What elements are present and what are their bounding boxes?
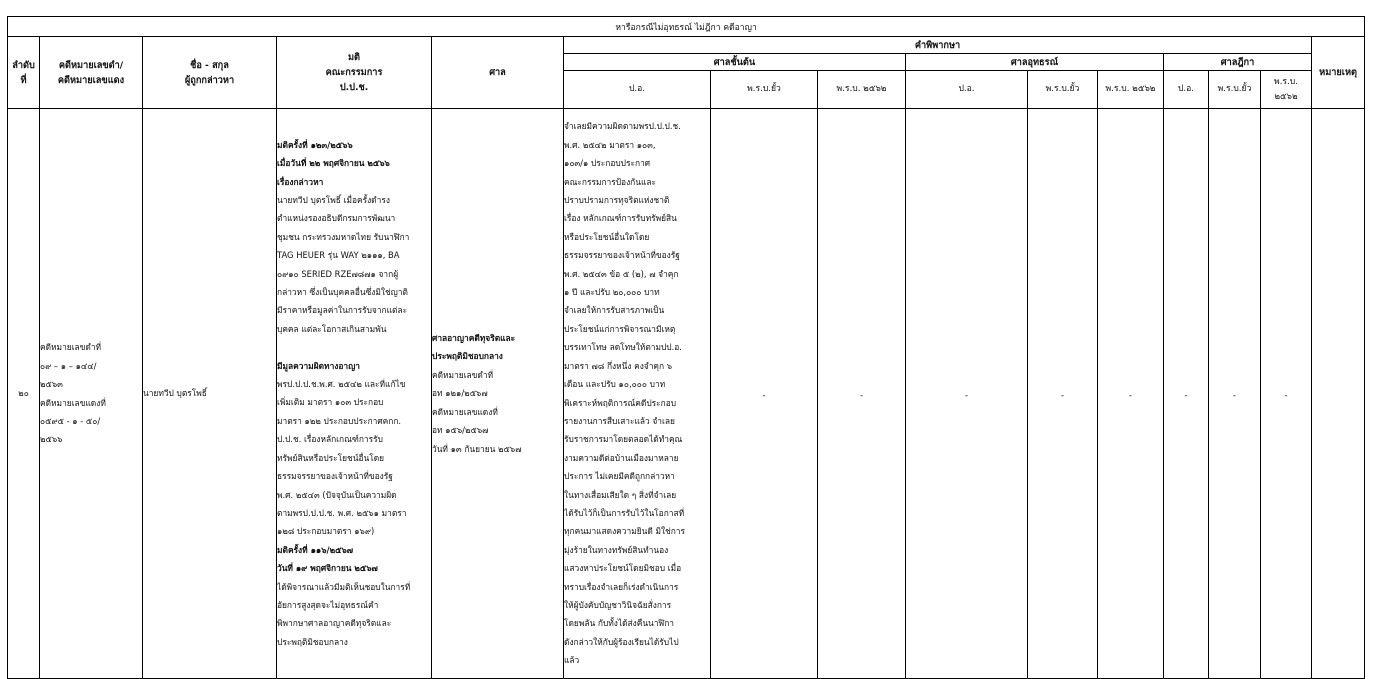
- court-cell: ศาลอาญาคดีทุจริตและ ประพฤติมิชอบกลาง คดีหมายเลขดำที่ อท ๑๒๑/๒๕๖๗ คดีหมายเลขแดงที่ อท ๑๕๖/๒๕๖๗ วันที่ ๑๓ กันยายน ๒๕๖๗: [432, 109, 564, 679]
- first-instance-po-judgment: จำเลยมีความผิดตามพรป.ป.ป.ช. พ.ศ. ๒๕๔๒ มาตรา ๑๐๓, ๑๐๓/๑ ประกอบประกาศ คณะกรรมการป้องกันและ ปราบปรามการทุจริตแห่งชาติ เรื่อง หลักเกณฑ์การรับทรัพย์สิน หรือประโยชน์อื่นใดโดย ธรรมจรรยาของเจ้าหน้าที่ของรัฐ พ.ศ. ๒๕๔๓ ข้อ ๕ (๒), ๗ จำคุก ๑ ปี และปรับ ๒๐,๐๐๐ บาท จำเลยให้การรับสารภาพเป็น ประโยชน์แก่การพิจารณามีเหตุ บรรเทาโทษ ลดโทษให้ตามปป.อ. มาตรา ๗๘ กึ่งหนึ่ง คงจำคุก ๖ เดือน และปรับ ๑๐,๐๐๐ บาท พิเคราะห์พฤติการณ์คดีประกอบ รายงานการสืบเสาะแล้ว จำเลย รับราชการมาโดยตลอดได้ทำคุณ งามความดีต่อบ้านเมืองมาหลาย ประการ ไม่เคยมีคดีถูกกล่าวหา ในทางเสื่อมเสียใด ๆ สิ่งที่จำเลย ได้รับไว้ก็เป็นการรับไว้ในโอกาสที่ ทุกคนมาแสดงความยินดี มิใช่การ มุ่งร้ายในทางทรัพย์สินทำนอง แสวงหาประโยชน์โดยมิชอบ เมื่อ ทราบเรื่องจำเลยก็เร่งดำเนินการ ให้ผู้บังคับบัญชาวินิจฉัยสั่งการ โดยพลัน กับทั้งได้ส่งคืนนาฬิกา ดังกล่าวให้กับผู้ร้องเรียนได้รับไป แล้ว: [564, 109, 711, 679]
- sub-header-appeal-po: ป.อ.: [906, 71, 1028, 109]
- first-instance-prb2562-value: -: [818, 109, 906, 679]
- case-table: [7, 16, 1365, 679]
- sub-header-appeal-prb2562: พ.ร.บ. ๒๕๖๒: [1098, 71, 1164, 109]
- col-header-court-appeal: ศาลอุทธรณ์: [906, 54, 1164, 71]
- col-header-remarks: หมายเหตุ: [1312, 37, 1365, 109]
- col-header-no: ลำดับ ที่: [8, 37, 40, 109]
- court-name-line-2: ประพฤติมิชอบกลาง: [432, 351, 503, 362]
- resolution-1-date: เมื่อวันที่ ๒๒ พฤศจิกายน ๒๕๖๖: [277, 158, 390, 169]
- resolution-2-number: มติครั้งที่ ๑๑๖/๒๕๖๗: [277, 544, 354, 555]
- supreme-prb2562-value: -: [1261, 109, 1312, 679]
- remarks-cell: [1312, 109, 1365, 679]
- allegation-heading: เรื่องกล่าวหา: [277, 176, 324, 187]
- col-header-court-supreme: ศาลฎีกา: [1164, 54, 1312, 71]
- col-header-resolution: มติ คณะกรรมการ ป.ป.ช.: [277, 37, 432, 109]
- table-row: [8, 109, 1365, 679]
- col-header-court: ศาล: [432, 37, 564, 109]
- sub-header-first-prb: พ.ร.บ.ยั้ว: [711, 71, 818, 109]
- sub-header-supreme-prb: พ.ร.บ.ยั้ว: [1209, 71, 1261, 109]
- criminal-offense-heading: มีมูลความผิดทางอาญา: [277, 360, 360, 371]
- supreme-po-value: -: [1164, 109, 1209, 679]
- sub-header-appeal-prb: พ.ร.บ.ยั้ว: [1028, 71, 1098, 109]
- appeal-po-value: -: [906, 109, 1028, 679]
- sub-header-supreme-po: ป.อ.: [1164, 71, 1209, 109]
- col-header-case-number: คดีหมายเลขดำ/ คดีหมายเลขแดง: [40, 37, 143, 109]
- col-header-judgment: คำพิพากษา: [564, 37, 1312, 54]
- sub-header-first-prb2562: พ.ร.บ. ๒๕๖๒: [818, 71, 906, 109]
- accused-name: นายทวีป บุตรโพธิ์: [143, 109, 277, 679]
- supreme-prb-value: -: [1209, 109, 1261, 679]
- resolution-cell: มติครั้งที่ ๑๒๓/๒๕๖๖ เมื่อวันที่ ๒๒ พฤศจิกายน ๒๕๖๖ เรื่องกล่าวหา นายทวีป บุตรโพธิ์ เมื่อครั้งดำรง ตำแหน่งรองอธิบดีกรมการพัฒนา ชุมชน กระทรวงมหาดไทย รับนาฬิกา TAG HEUER รุ่น WAY ๒๑๑๑, BA ๐๙๑๐ SERIED RZE๗๘๗๑ จากผู้ กล่าวหา ซึ่งเป็นบุคคลอื่นซึ่งมิใช่ญาติ มีราคาหรือมูลค่าในการรับจากแต่ละ บุคคล แต่ละโอกาสเกินสามพัน มีมูลความผิดทางอาญา พรป.ป.ป.ช.พ.ศ. ๒๕๔๒ และที่แก้ไข เพิ่มเติม มาตรา ๑๐๓ ประกอบ มาตรา ๑๒๒ ประกอบประกาศคกก. ป.ป.ช. เรื่องหลักเกณฑ์การรับ ทรัพย์สินหรือประโยชน์อื่นโดย ธรรมจรรยาของเจ้าหน้าที่ของรัฐ พ.ศ. ๒๕๔๓ (ปัจจุบันเป็นความผิด ตามพรป.ป.ป.ช. พ.ศ. ๒๕๖๑ มาตรา ๑๒๘ ประกอบมาตรา ๑๖๙) มติครั้งที่ ๑๑๖/๒๕๖๗ วันที่ ๑๙ พฤศจิกายน ๒๕๖๗ ได้พิจารณาแล้วมีมติเห็นชอบในการที่ อัยการสูงสุดจะไม่อุทธรณ์คำ พิพากษาศาลอาญาคดีทุจริตและ ประพฤติมิชอบกลาง: [277, 109, 432, 679]
- row-number: ๒๐: [8, 109, 40, 679]
- col-header-court-first-instance: ศาลชั้นต้น: [564, 54, 906, 71]
- col-header-accused: ชื่อ - สกุล ผู้ถูกกล่าวหา: [143, 37, 277, 109]
- court-name-line-1: ศาลอาญาคดีทุจริตและ: [432, 333, 516, 344]
- appeal-prb2562-value: -: [1098, 109, 1164, 679]
- sub-header-first-po: ป.อ.: [564, 71, 711, 109]
- resolution-2-date: วันที่ ๑๙ พฤศจิกายน ๒๕๖๗: [277, 563, 378, 574]
- first-instance-prb-value: -: [711, 109, 818, 679]
- table-title: หารือกรณีไม่อุทธรณ์ ไม่ฎีกา คดีอาญา: [8, 17, 1365, 37]
- sub-header-supreme-prb2562: พ.ร.บ. ๒๕๖๒: [1261, 71, 1312, 109]
- resolution-1-number: มติครั้งที่ ๑๒๓/๒๕๖๖: [277, 139, 353, 150]
- case-number-cell: คดีหมายเลขดำที่ ๐๙ – ๑ – ๑๔๔/ ๒๕๖๓ คดีหมายเลขแดงที่ ๐๕๙๕ - ๑ - ๕๐/ ๒๕๖๖: [40, 109, 143, 679]
- appeal-prb-value: -: [1028, 109, 1098, 679]
